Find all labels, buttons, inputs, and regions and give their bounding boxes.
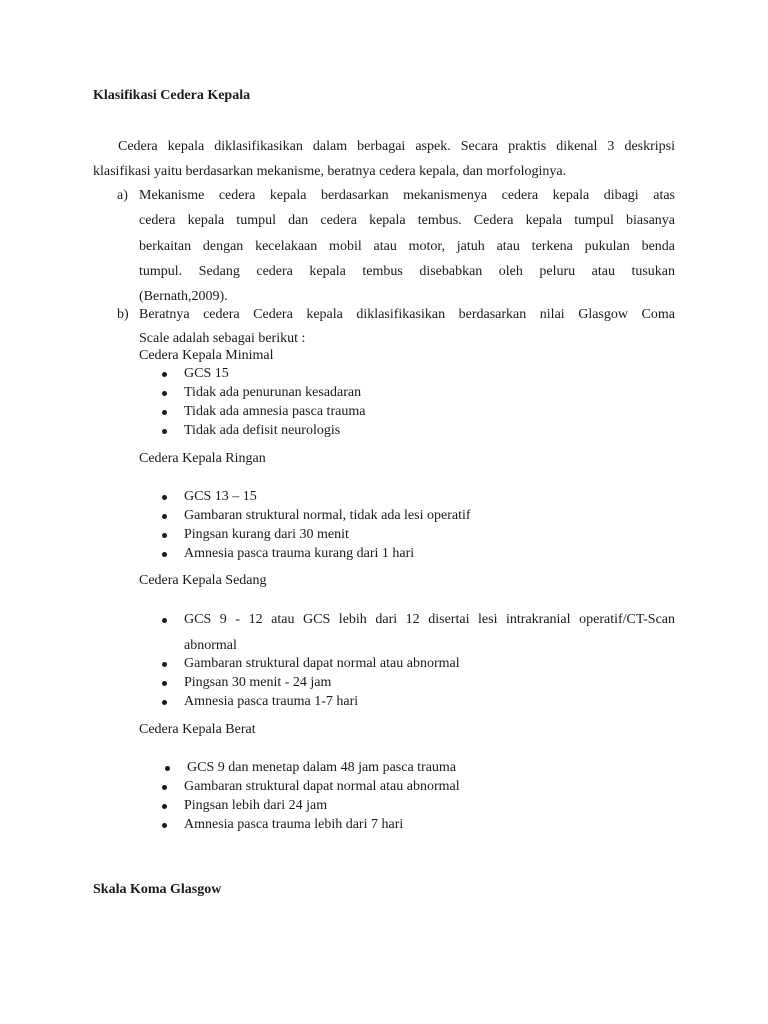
minimal-heading: Cedera Kepala Minimal	[139, 348, 274, 363]
bullet-icon	[162, 391, 167, 396]
item-b-marker: b)	[117, 307, 129, 322]
bullet-icon	[162, 533, 167, 538]
item-a-marker: a)	[117, 188, 128, 203]
sedang-item-1-line-2: abnormal	[184, 638, 237, 653]
item-b-line-1: Beratnya cedera Cedera kepala diklasifikasikan berdasarkan nilai Glasgow Coma	[139, 307, 675, 322]
berat-heading: Cedera Kepala Berat	[139, 722, 256, 737]
bullet-icon	[162, 823, 167, 828]
bullet-icon	[162, 410, 167, 415]
ringan-item-4: Amnesia pasca trauma kurang dari 1 hari	[184, 546, 415, 561]
ringan-heading: Cedera Kepala Ringan	[139, 451, 266, 466]
berat-item-1: GCS 9 dan menetap dalam 48 jam pasca trauma	[187, 760, 457, 775]
sedang-item-4: Amnesia pasca trauma 1-7 hari	[184, 694, 359, 709]
sedang-heading: Cedera Kepala Sedang	[139, 573, 267, 588]
bullet-icon	[162, 804, 167, 809]
item-a-line-1: Mekanisme cedera kepala berdasarkan mekanismenya cedera kepala dibagi atas	[139, 188, 675, 203]
minimal-item-3: Tidak ada amnesia pasca trauma	[184, 404, 366, 419]
intro-line-1: Cedera kepala diklasifikasikan dalam berbagai aspek. Secara praktis dikenal 3 deskripsi	[118, 139, 675, 154]
ringan-item-2: Gambaran struktural normal, tidak ada lesi operatif	[184, 508, 471, 523]
item-b-line-2: Scale adalah sebagai berikut :	[139, 331, 306, 346]
section-title-glasgow: Skala Koma Glasgow	[93, 882, 222, 897]
minimal-item-4: Tidak ada defisit neurologis	[184, 423, 341, 438]
bullet-icon	[162, 552, 167, 557]
minimal-item-2: Tidak ada penurunan kesadaran	[184, 385, 362, 400]
item-a-line-4: tumpul. Sedang cedera kepala tembus disebabkan oleh peluru atau tusukan	[139, 264, 675, 279]
bullet-icon	[162, 618, 167, 623]
sedang-item-2: Gambaran struktural dapat normal atau abnormal	[184, 656, 460, 671]
berat-item-2: Gambaran struktural dapat normal atau abnormal	[184, 779, 460, 794]
bullet-icon	[162, 681, 167, 686]
berat-item-3: Pingsan lebih dari 24 jam	[184, 798, 328, 813]
bullet-icon	[162, 662, 167, 667]
berat-item-4: Amnesia pasca trauma lebih dari 7 hari	[184, 817, 404, 832]
item-a-line-2: cedera kepala tumpul dan cedera kepala tembus. Cedera kepala tumpul biasanya	[139, 213, 675, 228]
bullet-icon	[162, 785, 167, 790]
bullet-icon	[165, 766, 170, 771]
ringan-item-1: GCS 13 – 15	[184, 489, 257, 504]
bullet-icon	[162, 429, 167, 434]
bullet-icon	[162, 372, 167, 377]
sedang-item-1-line-1: GCS 9 - 12 atau GCS lebih dari 12 disertai lesi intrakranial operatif/CT-Scan	[184, 612, 675, 627]
intro-line-2: klasifikasi yaitu berdasarkan mekanisme, beratnya cedera kepala, dan morfologinya.	[93, 164, 567, 179]
document-title: Klasifikasi Cedera Kepala	[93, 88, 251, 103]
ringan-item-3: Pingsan kurang dari 30 menit	[184, 527, 349, 542]
bullet-icon	[162, 700, 167, 705]
sedang-item-3: Pingsan 30 menit - 24 jam	[184, 675, 332, 690]
bullet-icon	[162, 514, 167, 519]
minimal-item-1: GCS 15	[184, 366, 229, 381]
bullet-icon	[162, 495, 167, 500]
item-a-line-3: berkaitan dengan kecelakaan mobil atau motor, jatuh atau terkena pukulan benda	[139, 239, 675, 254]
item-a-line-5: (Bernath,2009).	[139, 289, 228, 304]
